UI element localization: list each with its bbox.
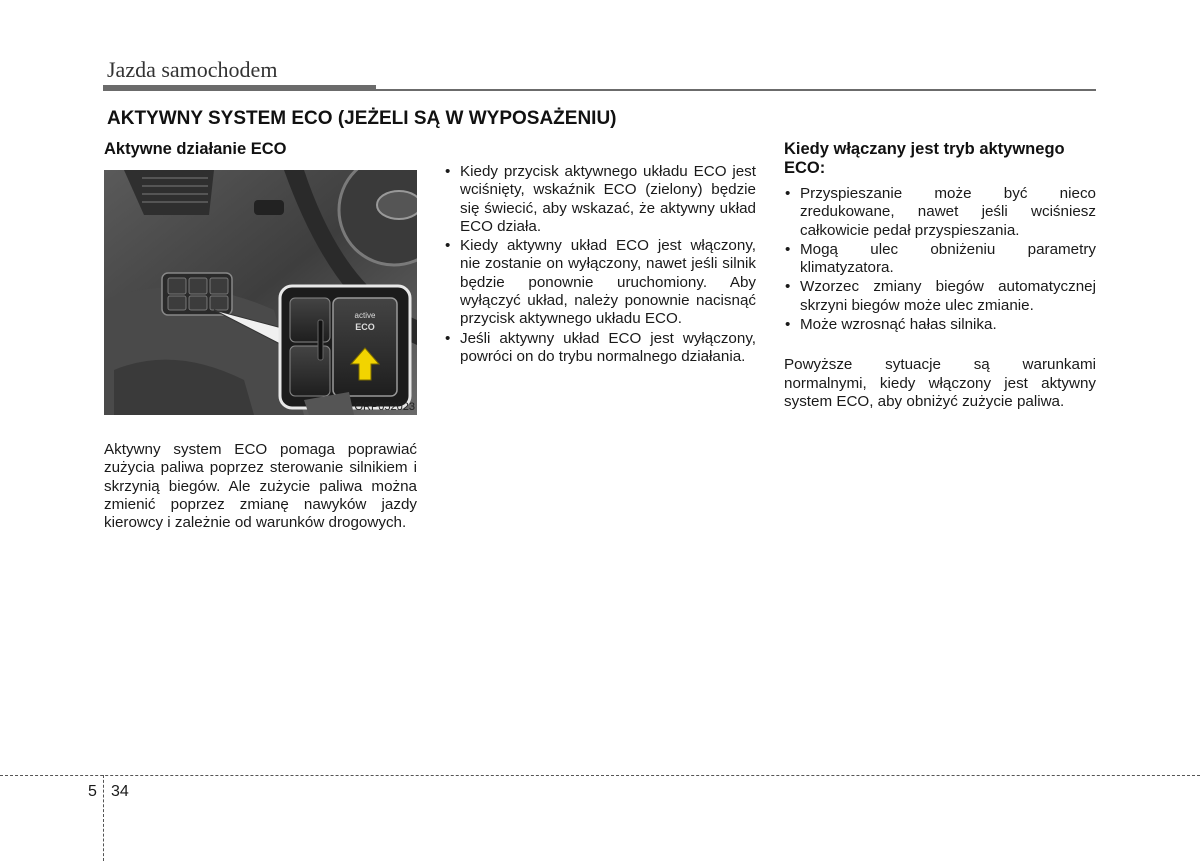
middle-bullet-list (444, 163, 756, 366)
right-bullet-list (784, 185, 1096, 334)
list-item: • Kiedy aktywny układ ECO jest włączony, nie zostanie on wyłączony, nawet jeśli silnik będzie ponownie uruchomiony. Aby wyłączyć układ, należy ponownie nacisnąć przycisk aktywnego układu ECO. (444, 237, 756, 328)
footer-divider (0, 775, 1200, 776)
left-heading: Aktywne działanie ECO (104, 140, 287, 158)
footer-vertical-divider (103, 775, 104, 861)
right-heading: Kiedy włączany jest tryb aktywnego ECO: (784, 140, 1065, 177)
middle-column (444, 163, 756, 367)
list-item: • Wzorzec zmiany biegów automatycznej skrzyni biegów może ulec zmianie. (784, 278, 1096, 315)
left-column (104, 140, 417, 532)
header-rule-thick (103, 85, 376, 91)
list-item: • Przyspieszanie może być nieco zredukowane, nawet jeśli wciśniesz całkowicie pedał przyspieszania. (784, 185, 1096, 240)
left-paragraph: Aktywny system ECO pomaga poprawiać zużycia paliwa poprzez sterowanie silnikiem i skrzynią biegów. Ale zużycie paliwa można zmienić poprzez zmianę nawyków jazdy kierowcy i zależnie od warunków drogowych. (104, 441, 417, 532)
page-number: 34 (111, 783, 129, 800)
dashboard-illustration (104, 170, 417, 415)
right-paragraph: Powyższe sytuacje są warunkami normalnymi, kiedy włączony jest aktywny system ECO, aby obniżyć zużycie paliwa. (784, 356, 1096, 410)
list-item: • Jeśli aktywny układ ECO jest wyłączony, powróci on do trybu normalnego działania. (444, 330, 756, 367)
list-item: • Kiedy przycisk aktywnego układu ECO jest wciśnięty, wskaźnik ECO (zielony) będzie się świecić, aby wskazać, że aktywny układ ECO działa. (444, 163, 756, 236)
chapter-title: Jazda samochodem (107, 57, 278, 82)
button-label-eco: ECO (355, 322, 375, 332)
dashboard-figure (104, 170, 417, 415)
section-title: AKTYWNY SYSTEM ECO (JEŻELI SĄ W WYPOSAŻENIU) (107, 108, 617, 129)
list-item: • Może wzrosnąć hałas silnika. (784, 316, 1096, 334)
list-item: • Mogą ulec obniżeniu parametry klimatyzatora. (784, 241, 1096, 278)
right-column (784, 140, 1096, 411)
chapter-number: 5 (88, 783, 97, 800)
button-label-active: active (354, 311, 376, 320)
figure-code: ORP052023 (354, 401, 415, 413)
header-rule-thin (376, 89, 1096, 91)
